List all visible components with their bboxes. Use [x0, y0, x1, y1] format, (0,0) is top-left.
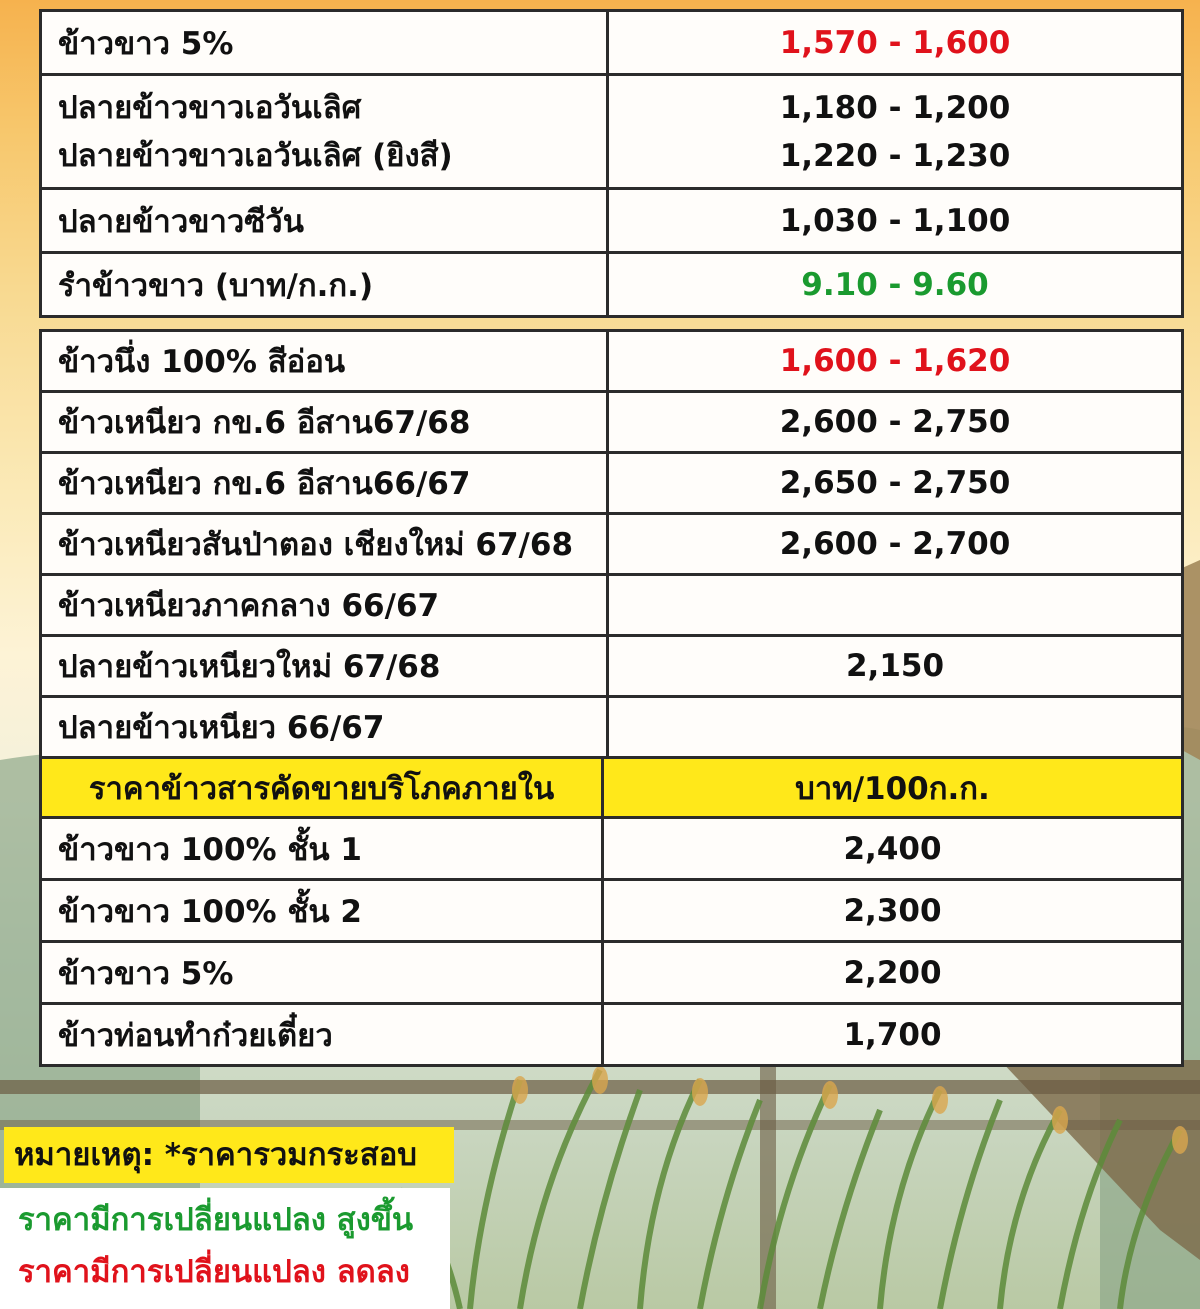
- table-row: [41, 697, 1183, 758]
- rice-price: 9.10 - 9.60: [608, 253, 1183, 317]
- table-header-unit: บาท/100ก.ก.: [603, 758, 1183, 818]
- table-row: [41, 514, 1183, 575]
- note-label: หมายเหตุ: *ราคารวมกระสอบ: [4, 1127, 454, 1183]
- rice-price: 2,200: [603, 942, 1183, 1004]
- table-row: [41, 942, 1183, 1004]
- table-row: [41, 880, 1183, 942]
- table-row: [41, 189, 1183, 253]
- rice-name-line: ปลายข้าวขาวเอวันเลิศ (ยิงสี): [58, 137, 453, 174]
- rice-name: ข้าวขาว 5%: [41, 11, 608, 75]
- rice-price: 2,600 - 2,750: [608, 392, 1183, 453]
- rice-name: ปลายข้าวเหนียว 66/67: [41, 697, 608, 758]
- rice-name: ข้าวขาว 100% ชั้น 1: [41, 818, 603, 880]
- legend: [0, 1188, 450, 1309]
- price-table-parboiled-glutinous: [39, 329, 1184, 759]
- rice-price: 2,600 - 2,700: [608, 514, 1183, 575]
- table-row: [41, 392, 1183, 453]
- rice-name: ปลายข้าวเหนียวใหม่ 67/68: [41, 636, 608, 697]
- rice-name: [41, 75, 608, 189]
- rice-name: ข้าวเหนียว กข.6 อีสาน67/68: [41, 392, 608, 453]
- rice-name: ข้าวนึ่ง 100% สีอ่อน: [41, 331, 608, 392]
- rice-name: ข้าวเหนียว กข.6 อีสาน66/67: [41, 453, 608, 514]
- rice-price: 1,600 - 1,620: [608, 331, 1183, 392]
- rice-price: [608, 575, 1183, 636]
- rice-name: ข้าวเหนียวภาคกลาง 66/67: [41, 575, 608, 636]
- rice-price: 2,400: [603, 818, 1183, 880]
- legend-down: ราคามีการเปลี่ยนแปลง ลดลง: [18, 1254, 410, 1290]
- rice-price: 1,570 - 1,600: [608, 11, 1183, 75]
- table-header-row: [41, 758, 1183, 818]
- rice-name: ข้าวท่อนทำก๋วยเตี๋ยว: [41, 1004, 603, 1066]
- rice-name: รำข้าวขาว (บาท/ก.ก.): [41, 253, 608, 317]
- rice-price: 2,650 - 2,750: [608, 453, 1183, 514]
- table-row: [41, 636, 1183, 697]
- price-table-white-rice: [39, 9, 1184, 318]
- table-row: [41, 253, 1183, 317]
- rice-price: [608, 75, 1183, 189]
- rice-price: 1,700: [603, 1004, 1183, 1066]
- rice-name: ปลายข้าวขาวซีวัน: [41, 189, 608, 253]
- rice-price: 2,150: [608, 636, 1183, 697]
- table-row: [41, 818, 1183, 880]
- table-row: [41, 1004, 1183, 1066]
- table-row: [41, 575, 1183, 636]
- rice-price-line: 1,180 - 1,200: [779, 89, 1011, 126]
- legend-up: ราคามีการเปลี่ยนแปลง สูงขึ้น: [18, 1202, 414, 1238]
- price-table-domestic-retail: [39, 756, 1184, 1067]
- rice-name: ข้าวขาว 100% ชั้น 2: [41, 880, 603, 942]
- rice-price: [608, 697, 1183, 758]
- rice-price: 1,030 - 1,100: [608, 189, 1183, 253]
- rice-price-line: 1,220 - 1,230: [779, 137, 1011, 174]
- rice-name-line: ปลายข้าวขาวเอวันเลิศ: [58, 89, 362, 126]
- rice-name: ข้าวเหนียวสันป่าตอง เชียงใหม่ 67/68: [41, 514, 608, 575]
- table-header-title: ราคาข้าวสารคัดขายบริโภคภายใน: [41, 758, 603, 818]
- rice-name: ข้าวขาว 5%: [41, 942, 603, 1004]
- rice-price: 2,300: [603, 880, 1183, 942]
- table-row: [41, 331, 1183, 392]
- table-row: [41, 453, 1183, 514]
- table-row: [41, 11, 1183, 75]
- table-row: [41, 75, 1183, 189]
